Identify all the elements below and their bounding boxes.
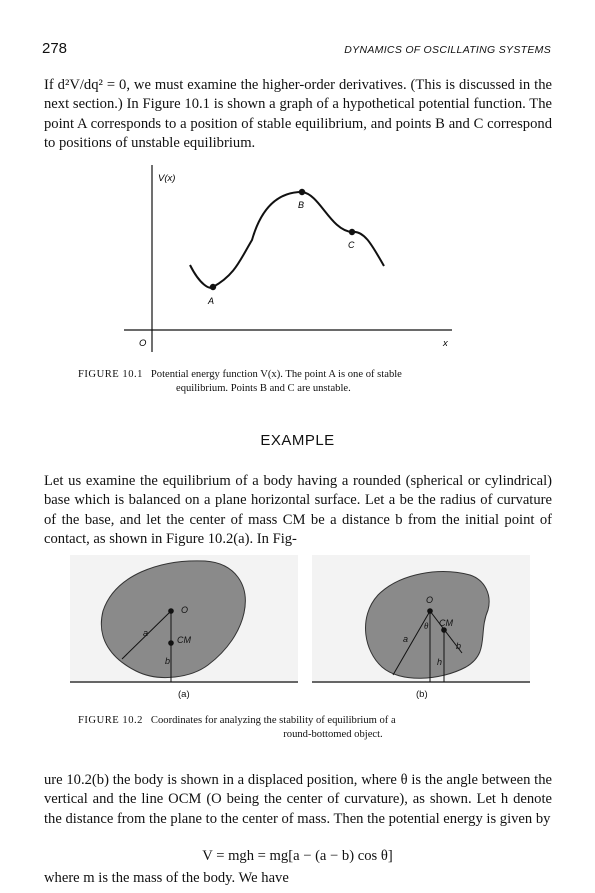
caption-text: Potential energy function V(x). The point A is one of stable: [150, 369, 402, 380]
svg-text:h: h: [437, 657, 443, 667]
figure-10-2: [0, 555, 595, 715]
paragraph-2: Let us examine the equilibrium of a body having a rounded (spherical or cylindrical) base which is balanced on a plane horizontal surface. Let a be the radius of curvature of the base, and let the center of mass CM be a distance b from the initial point of contact, as shown in Figure 10.2(a). In Fig-: [44, 473, 552, 548]
caption-label: FIGURE 10.2: [78, 715, 143, 726]
y-axis-label: V(x): [158, 173, 176, 184]
svg-text:CM: CM: [439, 618, 453, 628]
svg-text:O: O: [426, 595, 434, 605]
figure-10-1: [0, 0, 595, 360]
caption-text: equilibrium. Points B and C are unstable.: [176, 383, 351, 394]
point-c-label: C: [348, 240, 355, 250]
origin-label: O: [139, 338, 147, 349]
figure-10-2-caption: [78, 714, 538, 742]
svg-text:a: a: [403, 634, 409, 644]
point-a-dot: [210, 284, 216, 290]
caption-text: round-bottomed object.: [283, 729, 383, 740]
caption-text: Coordinates for analyzing the stability of equilibrium of a: [150, 715, 396, 726]
caption-label: FIGURE 10.1: [78, 369, 143, 380]
paragraph-1: If d²V/dq² = 0, we must examine the higher-order derivatives. (This is discussed in the next section.) In Figure 10.1 is shown a graph of a hypothetical potential function. The point A corresponds to a position of stable equilibrium, and points B and C correspond to positions of unstable equilibrium.: [44, 77, 552, 152]
last-line: where m is the mass of the body. We have: [44, 870, 289, 886]
point-b-dot: [299, 189, 305, 195]
x-axis-label: x: [443, 338, 448, 349]
example-heading: EXAMPLE: [260, 432, 335, 449]
point-b-label: B: [298, 200, 305, 210]
paragraph-3: ure 10.2(b) the body is shown in a displaced position, where θ is the angle between the vertical and the line OCM (O being the center of curvature), as shown. Let h denote the distance from the plane to the center of mass. Then the potential energy is given by: [44, 772, 552, 827]
sub-label-a: (a): [178, 689, 190, 700]
sub-label-b: (b): [416, 689, 428, 700]
svg-text:b: b: [456, 641, 462, 651]
svg-text:a: a: [143, 628, 149, 638]
figure-10-1-caption: [78, 368, 538, 396]
potential-energy-equation: V = mgh = mg[a − (a − b) cos θ]: [202, 848, 393, 864]
running-title: DYNAMICS OF OSCILLATING SYSTEMS: [344, 44, 551, 56]
point-a-label: A: [208, 296, 215, 306]
page-number: 278: [42, 40, 68, 57]
point-c-dot: [349, 229, 355, 235]
svg-text:CM: CM: [177, 635, 191, 645]
svg-text:O: O: [181, 605, 189, 615]
svg-text:b: b: [165, 656, 171, 666]
svg-text:θ: θ: [424, 621, 429, 631]
potential-curve: [190, 192, 384, 288]
